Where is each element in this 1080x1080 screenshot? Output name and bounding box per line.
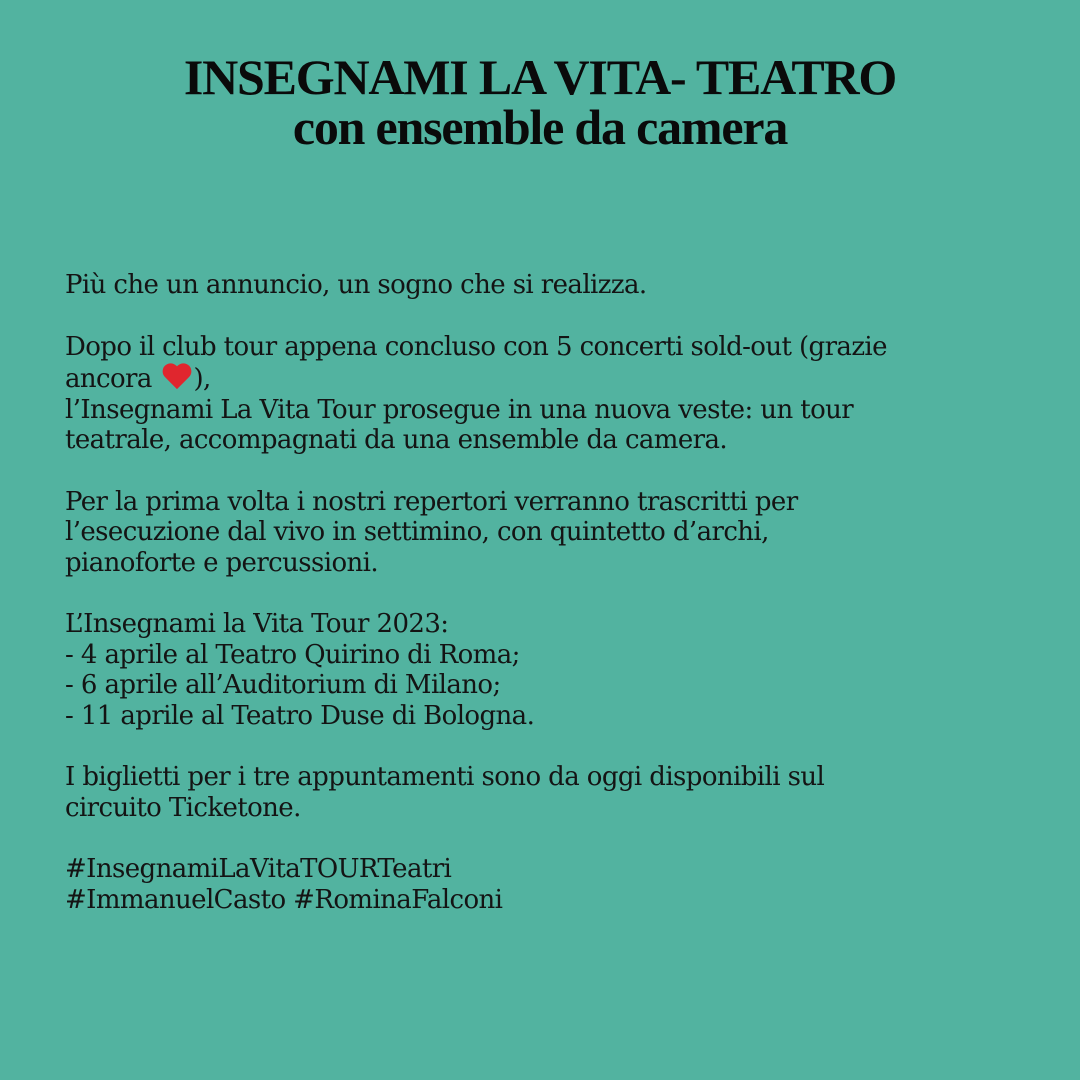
announcement-line-2-tail: ), <box>193 364 211 394</box>
intro-line: Più che un annuncio, un sogno che si realizza. <box>65 270 647 300</box>
post-body <box>65 270 1025 946</box>
hashtags-line-2 <box>65 885 1025 916</box>
tickets-line-2: circuito Ticketone. <box>65 792 301 823</box>
announcement-line-1: Dopo il club tour appena concluso con 5 concerti sold-out (grazie <box>65 331 887 362</box>
announcement-line-2 <box>65 362 1025 395</box>
announcement-paragraph <box>65 332 1025 456</box>
tour-date-item: - 6 aprile all’Auditorium di Milano; <box>65 670 501 700</box>
repertoire-line-3: pianoforte e percussioni. <box>65 547 379 578</box>
tickets-line-1: I biglietti per i tre appuntamenti sono da oggi disponibili sul <box>65 762 825 792</box>
tour-date-item: - 11 aprile al Teatro Duse di Bologna. <box>65 700 535 731</box>
hashtags-paragraph <box>65 854 1025 915</box>
title-line-1: INSEGNAMI LA VITA- TEATRO <box>183 49 897 105</box>
hashtag-immanuelcasto: #ImmanuelCasto <box>65 884 286 915</box>
announcement-line-4: teatrale, accompagnati da una ensemble da camera. <box>65 425 728 455</box>
post-title <box>60 49 1020 155</box>
repertoire-paragraph <box>65 487 1025 579</box>
title-line-2: con ensemble da camera <box>292 99 788 155</box>
intro-paragraph <box>65 270 1025 301</box>
red-heart-icon <box>161 362 193 390</box>
announcement-line-2-text: ancora <box>65 364 160 394</box>
tour-date-item: - 4 aprile al Teatro Quirino di Roma; <box>65 639 520 670</box>
tour-heading: L’Insegnami la Vita Tour 2023: <box>65 609 449 639</box>
repertoire-line-2: l’esecuzione dal vivo in settimino, con quintetto d’archi, <box>65 517 769 547</box>
announcement-line-3: l’Insegnami La Vita Tour prosegue in una nuova veste: un tour <box>65 394 854 425</box>
tour-dates-paragraph <box>65 609 1025 731</box>
hashtag-rominafalconi: #RominaFalconi <box>293 884 503 915</box>
tickets-paragraph <box>65 762 1025 823</box>
hashtag-insegnamilavitatourteatri: #InsegnamiLaVitaTOURTeatri <box>65 854 452 884</box>
repertoire-line-1: Per la prima volta i nostri repertori verranno trascritti per <box>65 486 798 517</box>
